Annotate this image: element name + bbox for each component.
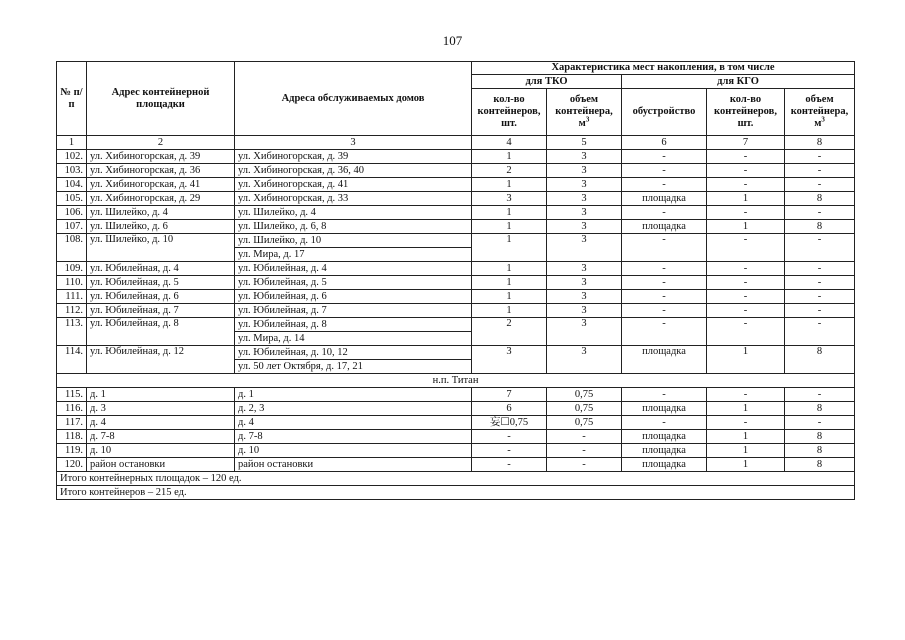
row-number: 103. [57,164,87,178]
value-c5: 3 [547,304,622,318]
row-number: 107. [57,220,87,234]
value-c8: - [785,234,855,262]
column-numbers-row [57,136,855,150]
value-c7: - [707,416,785,430]
value-c4: - [472,458,547,472]
row-number: 114. [57,346,87,374]
total-containers: Итого контейнеров – 215 ед. [57,486,855,500]
served-address: ул. Юбилейная, д. 10, 12 [235,346,472,360]
site-address: ул. Шилейко, д. 4 [87,206,235,220]
site-address: д. 3 [87,402,235,416]
served-address: ул. Хибиногорская, д. 33 [235,192,472,206]
value-c6: площадка [622,346,707,374]
value-c6: - [622,150,707,164]
value-c4: 2 [472,318,547,346]
header-tko-count: кол-во контейнеров, шт. [472,89,547,136]
value-c5: - [547,430,622,444]
value-c6: площадка [622,402,707,416]
value-c6: - [622,234,707,262]
table-row [57,318,855,332]
header-kgo-count: кол-во контейнеров, шт. [707,89,785,136]
value-c7: - [707,150,785,164]
value-c7: 1 [707,346,785,374]
header-tko-volume: объем контейнера, $м^3$ [547,89,622,136]
header-characteristics: Характеристика мест накопления, в том числе [472,62,855,75]
row-number: 104. [57,178,87,192]
served-address: ул. Хибиногорская, д. 39 [235,150,472,164]
value-c8: - [785,262,855,276]
value-c8: - [785,276,855,290]
value-c5: 3 [547,150,622,164]
row-number: 102. [57,150,87,164]
value-c4: 1 [472,304,547,318]
header-served: Адреса обслуживаемых домов [235,62,472,136]
table-row [57,150,855,164]
value-c7: - [707,234,785,262]
header-kgo: для КГО [622,75,855,89]
table-row [57,192,855,206]
value-c7: - [707,318,785,346]
served-address: ул. Мира, д. 17 [235,248,472,262]
value-c5: - [547,444,622,458]
value-c4: 妄☐0,75 [472,416,547,430]
site-address: ул. Юбилейная, д. 6 [87,290,235,304]
row-number: 116. [57,402,87,416]
value-c6: - [622,290,707,304]
served-address: д. 1 [235,388,472,402]
section-title: н.п. Титан [57,374,855,388]
value-c7: - [707,164,785,178]
value-c4: 3 [472,192,547,206]
value-c5: 0,75 [547,416,622,430]
value-c6: - [622,276,707,290]
value-c7: - [707,178,785,192]
table-row [57,164,855,178]
value-c6: - [622,416,707,430]
site-address: ул. Юбилейная, д. 7 [87,304,235,318]
value-c5: 3 [547,164,622,178]
value-c4: 1 [472,206,547,220]
value-c8: - [785,178,855,192]
value-c5: - [547,458,622,472]
site-address: район остановки [87,458,235,472]
site-address: ул. Хибиногорская, д. 29 [87,192,235,206]
table-row [57,220,855,234]
row-number: 111. [57,290,87,304]
served-address: ул. Хибиногорская, д. 36, 40 [235,164,472,178]
table-row [57,416,855,430]
value-c4: 1 [472,290,547,304]
table-row [57,234,855,248]
site-address: ул. Шилейко, д. 10 [87,234,235,262]
table-row [57,206,855,220]
row-number: 109. [57,262,87,276]
table-row [57,346,855,360]
site-address: ул. Хибиногорская, д. 36 [87,164,235,178]
value-c7: 1 [707,220,785,234]
value-c8: - [785,150,855,164]
value-c7: - [707,262,785,276]
value-c5: 0,75 [547,388,622,402]
value-c6: - [622,304,707,318]
row-number: 110. [57,276,87,290]
col-number: 8 [785,136,855,150]
value-c6: - [622,262,707,276]
value-c4: 1 [472,276,547,290]
value-c6: площадка [622,430,707,444]
value-c4: 2 [472,164,547,178]
served-address: д. 2, 3 [235,402,472,416]
value-c7: 1 [707,458,785,472]
total-containers-row [57,486,855,500]
table-row [57,262,855,276]
col-number: 4 [472,136,547,150]
table-row [57,290,855,304]
row-number: 119. [57,444,87,458]
page-number: 107 [442,33,463,48]
value-c4: 7 [472,388,547,402]
value-c8: - [785,388,855,402]
site-address: д. 1 [87,388,235,402]
waste-sites-table [56,61,855,500]
header-arrangement: обустройство [622,89,707,136]
table-row [57,388,855,402]
served-address: д. 10 [235,444,472,458]
value-c4: 6 [472,402,547,416]
served-address: ул. Шилейко, д. 4 [235,206,472,220]
table-row [57,444,855,458]
served-address: ул. Юбилейная, д. 6 [235,290,472,304]
header-kgo-volume: объем контейнера, $м^3$ [785,89,855,136]
total-sites: Итого контейнерных площадок – 120 ед. [57,472,855,486]
value-c6: - [622,388,707,402]
site-address: д. 4 [87,416,235,430]
site-address: ул. Хибиногорская, д. 39 [87,150,235,164]
served-address: д. 4 [235,416,472,430]
section-row [57,374,855,388]
header-tko: для ТКО [472,75,622,89]
value-c5: 3 [547,234,622,262]
table-body [57,136,855,500]
value-c4: - [472,430,547,444]
value-c5: 3 [547,276,622,290]
value-c7: - [707,388,785,402]
value-c4: - [472,444,547,458]
value-c5: 3 [547,206,622,220]
value-c6: площадка [622,444,707,458]
value-c5: 3 [547,220,622,234]
site-address: ул. Юбилейная, д. 5 [87,276,235,290]
table-row [57,402,855,416]
served-address: ул. Шилейко, д. 6, 8 [235,220,472,234]
table-row [57,276,855,290]
value-c4: 1 [472,220,547,234]
value-c6: площадка [622,192,707,206]
site-address: ул. Юбилейная, д. 8 [87,318,235,346]
row-number: 108. [57,234,87,262]
value-c7: 1 [707,192,785,206]
table-row [57,458,855,472]
value-c6: площадка [622,220,707,234]
value-c7: - [707,206,785,220]
site-address: д. 10 [87,444,235,458]
value-c8: 8 [785,346,855,374]
served-address: ул. Мира, д. 14 [235,332,472,346]
site-address: д. 7-8 [87,430,235,444]
site-address: ул. Шилейко, д. 6 [87,220,235,234]
value-c6: - [622,164,707,178]
value-c8: 8 [785,430,855,444]
value-c8: 8 [785,444,855,458]
value-c5: 3 [547,290,622,304]
site-address: ул. Юбилейная, д. 4 [87,262,235,276]
served-address: ул. 50 лет Октября, д. 17, 21 [235,360,472,374]
value-c4: 1 [472,178,547,192]
value-c8: - [785,206,855,220]
table-row [57,178,855,192]
value-c8: - [785,164,855,178]
value-c7: - [707,290,785,304]
value-c8: 8 [785,402,855,416]
value-c5: 3 [547,318,622,346]
value-c7: - [707,304,785,318]
row-number: 113. [57,318,87,346]
value-c6: - [622,318,707,346]
table-row [57,430,855,444]
value-c4: 3 [472,346,547,374]
value-c8: - [785,304,855,318]
row-number: 105. [57,192,87,206]
site-address: ул. Юбилейная, д. 12 [87,346,235,374]
value-c8: - [785,416,855,430]
value-c6: площадка [622,458,707,472]
row-number: 118. [57,430,87,444]
served-address: ул. Юбилейная, д. 5 [235,276,472,290]
value-c7: 1 [707,402,785,416]
value-c8: 8 [785,458,855,472]
site-address: ул. Хибиногорская, д. 41 [87,178,235,192]
col-number: 7 [707,136,785,150]
header-address: Адрес контейнерной площадки [87,62,235,136]
served-address: ул. Шилейко, д. 10 [235,234,472,248]
row-number: 106. [57,206,87,220]
served-address: ул. Юбилейная, д. 8 [235,318,472,332]
value-c8: - [785,290,855,304]
value-c5: 3 [547,178,622,192]
value-c8: 8 [785,192,855,206]
col-number: 1 [57,136,87,150]
value-c7: - [707,276,785,290]
value-c5: 0,75 [547,402,622,416]
value-c4: 1 [472,262,547,276]
value-c6: - [622,178,707,192]
value-c5: 3 [547,192,622,206]
value-c4: 1 [472,150,547,164]
served-address: район остановки [235,458,472,472]
col-number: 5 [547,136,622,150]
value-c8: - [785,318,855,346]
value-c7: 1 [707,444,785,458]
col-number: 6 [622,136,707,150]
served-address: д. 7-8 [235,430,472,444]
row-number: 117. [57,416,87,430]
value-c5: 3 [547,346,622,374]
table-row [57,304,855,318]
value-c7: 1 [707,430,785,444]
row-number: 115. [57,388,87,402]
value-c4: 1 [472,234,547,262]
value-c6: - [622,206,707,220]
total-sites-row [57,472,855,486]
header-num: № п/п [57,62,87,136]
served-address: ул. Юбилейная, д. 7 [235,304,472,318]
col-number: 3 [235,136,472,150]
served-address: ул. Юбилейная, д. 4 [235,262,472,276]
value-c8: 8 [785,220,855,234]
served-address: ул. Хибиногорская, д. 41 [235,178,472,192]
value-c5: 3 [547,262,622,276]
col-number: 2 [87,136,235,150]
row-number: 112. [57,304,87,318]
row-number: 120. [57,458,87,472]
